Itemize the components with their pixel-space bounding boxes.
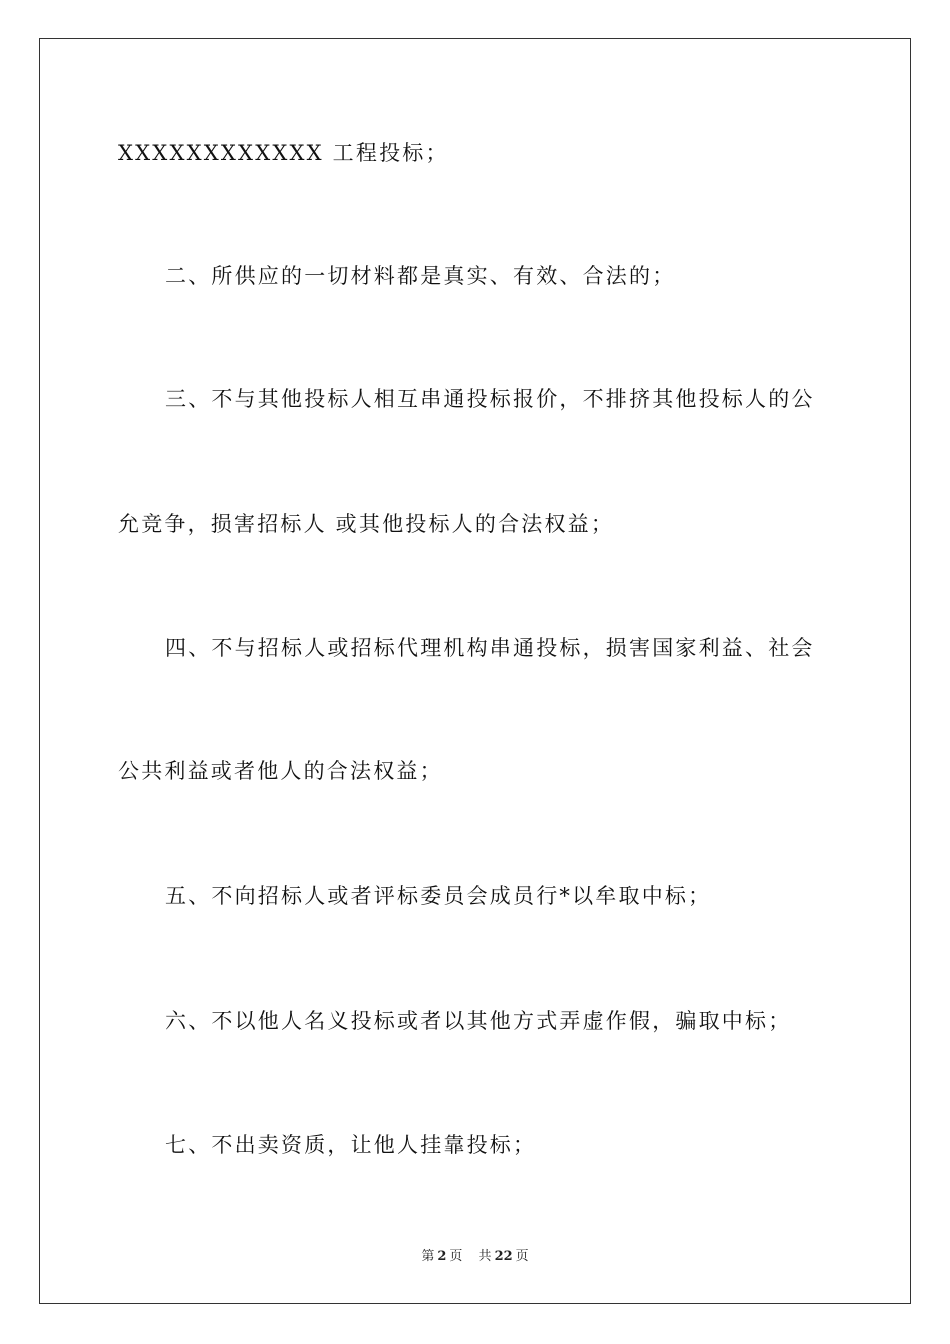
page-prefix: 第 [421, 1249, 435, 1264]
text-line-2: 二、所供应的一切材料都是真实、有效、合法的； [165, 264, 676, 288]
page-suffix: 页 [449, 1249, 463, 1264]
total-indicator [476, 1249, 532, 1264]
total-number: 22 [494, 1249, 513, 1264]
text-line-1: XXXXXXXXXXXX 工程投标； [118, 141, 449, 165]
page-number: 2 [437, 1249, 447, 1264]
page-footer [0, 1248, 950, 1266]
text-line-4: 允竞争，损害招标人 或其他投标人的合法权益； [118, 512, 615, 536]
text-line-3: 三、不与其他投标人相互串通投标报价，不排挤其他投标人的公 [165, 387, 815, 411]
total-suffix: 页 [515, 1249, 529, 1264]
page-frame [39, 38, 911, 1304]
text-line-9: 七、不出卖资质，让他人挂靠投标； [165, 1133, 537, 1157]
text-line-7: 五、不向招标人或者评标委员会成员行*以牟取中标； [165, 884, 712, 908]
page-indicator [418, 1249, 465, 1264]
text-line-5: 四、不与招标人或招标代理机构串通投标，损害国家利益、社会 [165, 636, 815, 660]
total-prefix: 共 [478, 1249, 492, 1264]
text-line-6: 公共利益或者他人的合法权益； [118, 759, 443, 783]
text-line-8: 六、不以他人名义投标或者以其他方式弄虚作假，骗取中标； [165, 1009, 792, 1033]
